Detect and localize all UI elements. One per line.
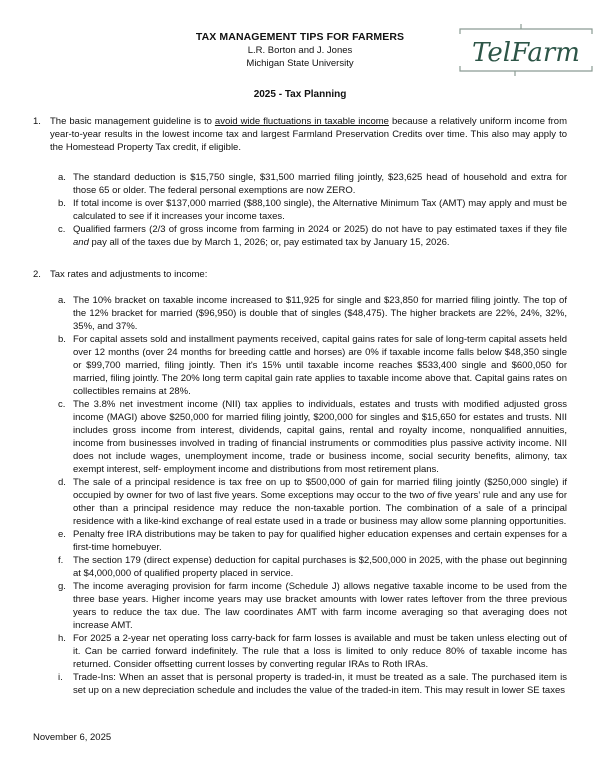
item-text <box>73 223 567 249</box>
item-text <box>73 632 567 671</box>
telfarm-logo <box>459 24 593 78</box>
text-segment: For capital assets sold and installment payments received, capital gains rates for sale of long-term capital assets held over 12 months (over 24 months for breeding cattle and horses) are 0% if taxable income falls below $48,350 single or $99,700 married, filing jointly. Then it's 15% until taxable income reaches $533,400 single and $600,050 for married, filing jointly. The 20% long term capital gain rate applies to taxable income above that. Capital gains rates on collectibles remains at 28%. <box>73 334 567 397</box>
numbered-section <box>33 268 567 697</box>
item-text <box>73 476 567 528</box>
document-institution: Michigan State University <box>246 58 354 69</box>
list-item <box>50 294 567 333</box>
item-text <box>73 580 567 632</box>
lettered-list <box>50 294 567 697</box>
section-intro <box>50 268 567 281</box>
list-item <box>50 171 567 197</box>
item-letter: c. <box>58 399 66 410</box>
text-segment: Qualified farmers (2/3 of gross income from farming in 2024 or 2025) do not have to pay estimated taxes if they file <box>73 224 567 235</box>
list-item <box>50 333 567 398</box>
text-segment: The section 179 (direct expense) deduction for capital purchases is $2,500,000 in 2025, with the phase out beginning at $4,000,000 of qualified property placed in service. <box>73 555 567 579</box>
list-item <box>50 554 567 580</box>
list-item <box>50 671 567 697</box>
list-item <box>50 398 567 476</box>
text-segment: five years’ rule and any use for other than a principal residence may reduce the non-taxable portion. The combination of a sale of a principal residence with a like-kind exchange of real estate used in a trade or business may allow some planning opportunities. <box>73 490 567 527</box>
list-item <box>50 632 567 671</box>
section-body <box>50 115 567 249</box>
text-segment: The 10% bracket on taxable income increased to $11,925 for single and $23,850 for married filing jointly. The top of the 12% bracket for married ($96,950) is double that of singles ($48,475). The higher brackets are 22%, 24%, 32%, 35%, and 37%. <box>73 295 567 332</box>
list-item <box>50 223 567 249</box>
footer-date: November 6, 2025 <box>33 732 112 743</box>
document-subtitle: 2025 - Tax Planning <box>253 89 347 100</box>
text-segment: and <box>73 237 89 248</box>
sections-list <box>33 115 567 697</box>
text-segment: The standard deduction is $15,750 single, $31,500 married filing jointly, $23,625 head of household and extra for those 65 or older. The federal personal exemptions are now ZERO. <box>73 172 567 196</box>
item-text <box>73 554 567 580</box>
logo-wordmark: TelFarm <box>472 38 580 68</box>
section-number: 2. <box>33 269 41 280</box>
document-authors: L.R. Borton and J. Jones <box>247 45 353 56</box>
item-letter: d. <box>58 477 66 488</box>
text-segment: pay all of the taxes due by March 1, 2026; or, pay estimated tax by January 15, 2026. <box>88 237 450 248</box>
text-segment: For 2025 a 2-year net operating loss carry-back for farm losses is available and must be taken unless electing out of it. Can be carried forward indefinitely. The rule that a loss is limited to only reduce 80% of taxable income has returned. Consider offsetting current losses by converting regular IRAs to Roth IRAs. <box>73 633 567 670</box>
text-segment: Tax rates and adjustments to income: <box>50 269 208 280</box>
section-body <box>50 268 567 697</box>
text-segment: of <box>426 490 435 501</box>
section-intro <box>50 115 567 154</box>
item-letter: c. <box>58 224 66 235</box>
numbered-section <box>33 115 567 249</box>
item-letter: h. <box>58 633 66 644</box>
text-segment: The sale of a principal residence is tax free on up to $500,000 of gain for married filing jointly ($250,000 single) if occupied by owner for two of last five years. Some exceptions may occur to the two <box>73 477 567 501</box>
list-item <box>50 528 567 554</box>
item-text <box>73 398 567 476</box>
item-letter: a. <box>58 295 66 306</box>
list-item <box>50 580 567 632</box>
item-letter: b. <box>58 334 66 345</box>
item-text <box>73 294 567 333</box>
text-segment: avoid wide fluctuations in taxable income <box>214 116 389 127</box>
section-number: 1. <box>33 116 41 127</box>
list-item <box>50 476 567 528</box>
item-letter: i. <box>58 672 63 683</box>
item-text <box>73 528 567 554</box>
text-segment: The 3.8% net investment income (NII) tax applies to individuals, estates and trusts with modified adjusted gross income (MAGI) above $250,000 for married filing jointly, $200,000 for singles and $15,650 for estates and trusts. NII includes gross income from interest, dividends, capital gains, rental and royalty income, nonqualified annuities, income from businesses involved in trading of financial instruments or commodities plus passive activity income. NII does not include wages, unemployment income, trade or business income, social security benefits, alimony, tax exempt interest, self- employment income and distributions from most retirement plans. <box>73 399 567 475</box>
item-text <box>73 671 567 697</box>
list-item <box>50 197 567 223</box>
item-text <box>73 171 567 197</box>
item-text <box>73 197 567 223</box>
document-title: TAX MANAGEMENT TIPS FOR FARMERS <box>195 31 405 43</box>
text-segment: Penalty free IRA distributions may be taken to pay for qualified higher education expenses and certain expenses for a first-time homebuyer. <box>73 529 567 553</box>
item-letter: e. <box>58 529 66 540</box>
item-letter: g. <box>58 581 66 592</box>
item-text <box>73 333 567 398</box>
item-letter: f. <box>58 555 64 566</box>
item-letter: b. <box>58 198 66 209</box>
lettered-list <box>50 171 567 249</box>
text-segment: The basic management guideline is to <box>50 116 215 127</box>
text-segment: If total income is over $137,000 married ($88,100 single), the Alternative Minimum Tax (AMT) may apply and must be calculated to see if it increases your income taxes. <box>73 198 567 222</box>
text-segment: Trade-Ins: When an asset that is personal property is traded-in, it must be treated as a sale. The purchased item is set up on a new depreciation schedule and includes the value of the traded-in item. This may result in lower SE taxes <box>73 672 567 696</box>
text-segment: because a relatively uniform income from year-to-year results in the lowest income tax and largest Farmland Preservation Credits over time. This also may apply to the Homestead Property Tax credit, if eligible. <box>50 116 568 153</box>
item-letter: a. <box>58 172 66 183</box>
text-segment: The income averaging provision for farm income (Schedule J) allows negative taxable income to be used from the three base years. Higher income years may use bracket amounts with lower rates leftover from the three previous years to reduce the tax due. The law coordinates AMT with farm income averaging so that averaging does not increase AMT. <box>73 581 567 631</box>
telfarm-logo-graphic <box>459 24 593 78</box>
